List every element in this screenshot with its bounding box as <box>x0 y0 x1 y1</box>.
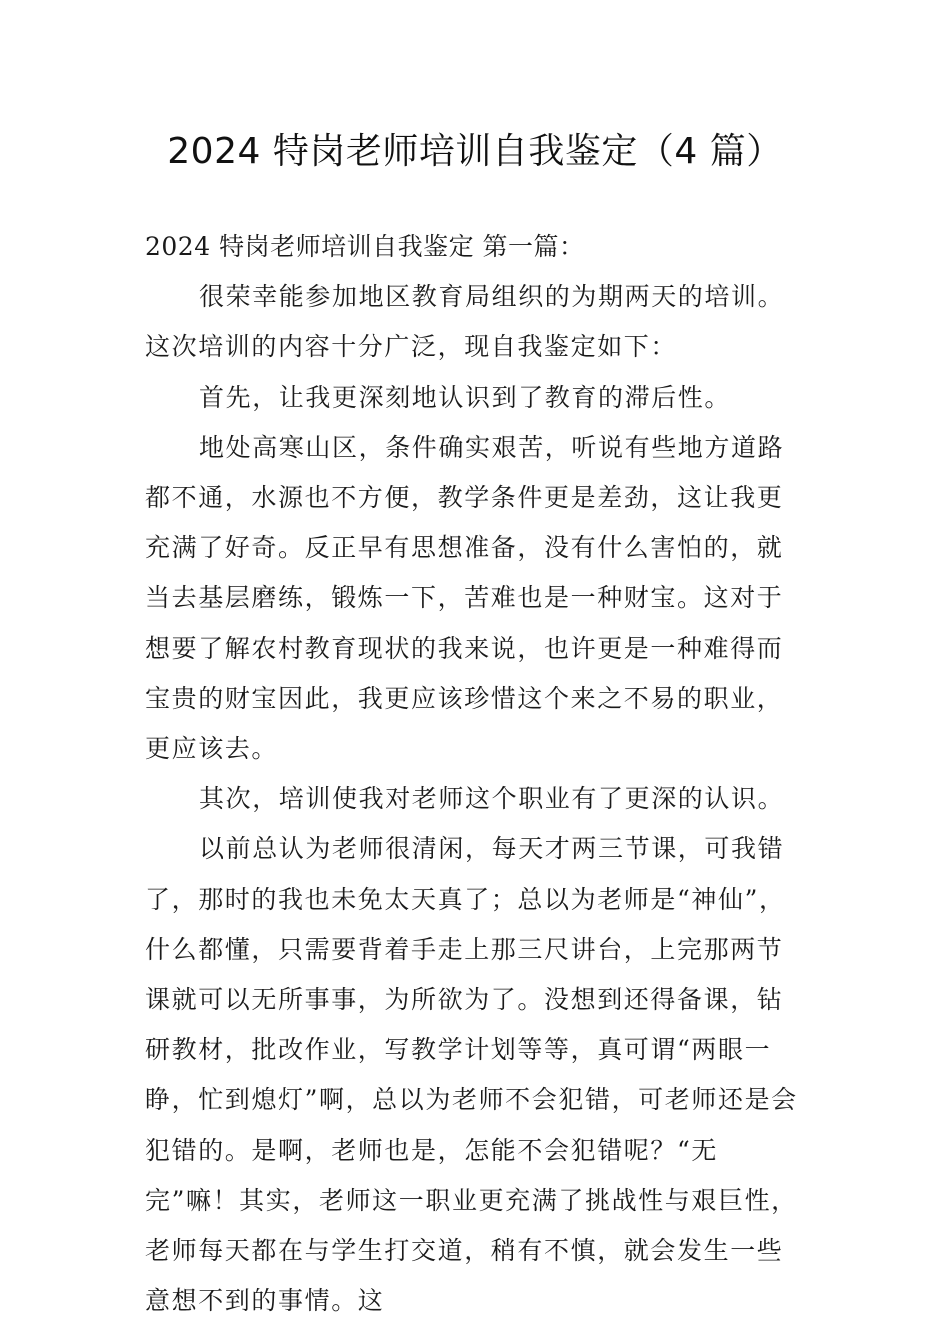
paragraph-5: 以前总认为老师很清闲，每天才两三节课，可我错了，那时的我也未免太天真了；总以为老师是“神仙”，什么都懂，只需要背着手走上那三尺讲台，上完那两节课就可以无所事事，为所欲为了。没想到还得备课，钻研教材，批改作业，写教学计划等等，真可谓“两眼一睁，忙到熄灯”啊，总以为老师不会犯错，可老师还是会犯错的。是啊，老师也是，怎能不会犯错呢？“无完”嘛！其实，老师这一职业更充满了挑战性与艰巨性，老师每天都在与学生打交道，稍有不慎，就会发生一些意想不到的事情。这 <box>145 834 798 1316</box>
paragraph-1: 很荣幸能参加地区教育局组织的为期两天的培训。这次培训的内容十分广泛，现自我鉴定如下： <box>145 282 785 362</box>
document-body <box>145 222 809 1326</box>
paragraph-3: 地处高寒山区，条件确实艰苦，听说有些地方道路都不通，水源也不方便，教学条件更是差劲，这让我更充满了好奇。反正早有思想准备，没有什么害怕的，就当去基层磨练，锻炼一下，苦难也是一种财宝。这对于想要了解农村教育现状的我来说，也许更是一种难得而宝贵的财宝因此，我更应该珍惜这个来之不易的职业，更应该去。 <box>145 432 785 764</box>
document-title: 2024 特岗老师培训自我鉴定（4 篇） <box>167 131 783 172</box>
paragraph-4: 其次，培训使我对老师这个职业有了更深的认识。 <box>199 784 785 814</box>
paragraph-2: 首先，让我更深刻地认识到了教育的滞后性。 <box>199 382 732 412</box>
section-heading: 2024 特岗老师培训自我鉴定 第一篇： <box>145 232 585 261</box>
